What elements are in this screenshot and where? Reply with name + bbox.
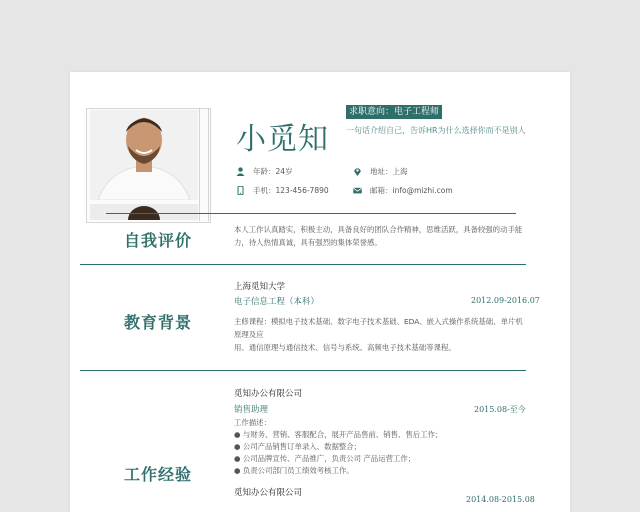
- job-role: 销售助理: [234, 405, 269, 415]
- info-address: [353, 166, 408, 177]
- divider-line: [80, 264, 526, 265]
- list-item: ● 公司产品销售订单录入、数据整合；: [234, 442, 362, 451]
- address-text: 地址：上海: [370, 167, 408, 176]
- section-title-work: 工作经验: [124, 465, 193, 484]
- info-email: [353, 185, 453, 196]
- info-phone: [236, 185, 329, 196]
- courses-line: 主修课程：模拟电子技术基础、数字电子技术基础、EDA、嵌入式操作系统基础、单片机: [234, 317, 523, 326]
- major-degree: 电子信息工程（本科）: [234, 297, 320, 307]
- company-name: 觅知办公有限公司: [234, 488, 303, 498]
- location-pin-icon: [353, 167, 362, 176]
- candidate-name: 小觅知: [236, 122, 329, 157]
- email-text: 邮箱：info@mizhi.com: [370, 186, 453, 195]
- courses-line: 原理及应: [234, 330, 264, 339]
- list-item: ● 与财务、营销、客服配合，展开产品售前、销售、售后工作；: [234, 430, 443, 439]
- photo-decoration-lines: [199, 108, 209, 221]
- section-title-self-eval: 自我评价: [124, 231, 193, 250]
- company-name: 觅知办公有限公司: [234, 389, 303, 399]
- phone-icon: [236, 186, 245, 195]
- phone-text: 手机：123-456-7890: [253, 186, 329, 195]
- person-icon: [236, 167, 245, 176]
- section-title-education: 教育背景: [124, 313, 193, 332]
- job-date: 2014.08-2015.08: [466, 495, 535, 504]
- duty-list: [234, 429, 442, 477]
- resume-page: [70, 72, 570, 512]
- job-date: 2015.08-至今: [474, 405, 526, 414]
- list-item: ● 负责公司部门员工绩效考核工作。: [234, 466, 354, 475]
- info-age: [236, 166, 293, 177]
- list-item: ● 公司品牌宣传、产品推广，负责公司 产品运营工作；: [234, 454, 416, 463]
- divider-line: [106, 213, 516, 214]
- self-eval-line: 力，待人热情真诚，具有强烈的集体荣誉感。: [234, 238, 382, 247]
- mail-icon: [353, 186, 362, 195]
- self-intro-tagline: 一句话介绍自己，告诉HR为什么选择你而不是别人: [346, 126, 526, 135]
- self-eval-line: 本人工作认真踏实，积极主动，具备良好的团队合作精神，思维活跃，具备较强的动手能: [234, 225, 523, 234]
- job-desc-label: 工作描述：: [234, 418, 271, 427]
- self-eval-text: [234, 223, 534, 249]
- education-date: 2012.09-2016.07: [471, 296, 540, 305]
- courses-text: [234, 315, 539, 354]
- courses-line: 用、通信原理与通信技术、信号与系统、高频电子技术基础等课程。: [234, 343, 456, 352]
- photo-strip: [90, 204, 198, 220]
- profile-photo: [90, 110, 198, 200]
- job-objective-badge: 求职意向：电子工程师: [346, 105, 442, 119]
- school-name: 上海觅知大学: [234, 282, 286, 292]
- divider-line: [80, 370, 526, 371]
- age-text: 年龄：24岁: [253, 167, 293, 176]
